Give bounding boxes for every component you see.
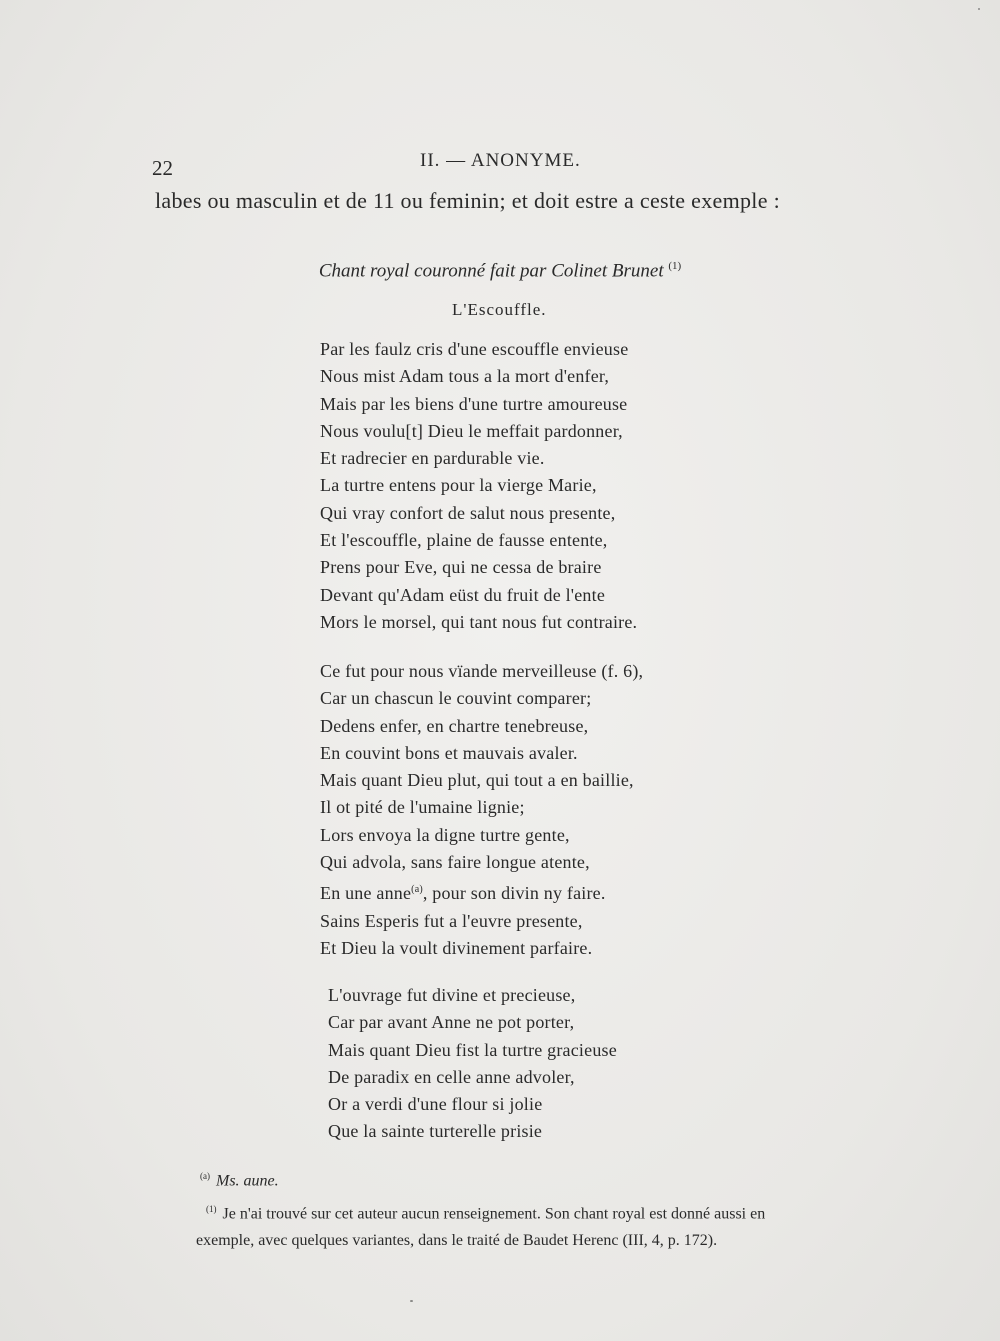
footnotes <box>198 1163 898 1254</box>
footnote-1 <box>196 1196 898 1253</box>
page-number: 22 <box>152 156 173 180</box>
stanza-2 <box>320 658 643 962</box>
verse-line: Ce fut pour nous vïande merveilleuse (f. 6), <box>320 661 644 681</box>
footnote-a <box>200 1163 898 1194</box>
footnote-a-marker: (a) <box>200 1171 210 1181</box>
paper-speck <box>978 8 980 10</box>
verse-line-start: En une anne <box>320 883 412 904</box>
verse-line: Mors le morsel, qui tant nous fut contraire. <box>320 611 638 632</box>
verse-line: Qui advola, sans faire longue atente, <box>320 852 590 873</box>
verse-line: Devant qu'Adam eüst du fruit de l'ente <box>320 584 606 605</box>
verse-line: Car un chascun le couvint comparer; <box>320 688 592 709</box>
verse-line: Or a verdi d'une flour si jolie <box>328 1094 543 1115</box>
footnote-1-marker: (1) <box>206 1204 217 1215</box>
stanza-3 <box>328 982 617 1146</box>
verse-line: Et radrecier en pardurable vie. <box>320 448 545 469</box>
poem-subtitle: L'Escouffle. <box>452 300 547 319</box>
verse-line: Car par avant Anne ne pot porter, <box>328 1012 575 1033</box>
intro-paragraph: labes ou masculin et de 11 ou feminin; et doit estre a ceste exemple : <box>155 188 780 213</box>
verse-line: Prens pour Eve, qui ne cessa de braire <box>320 557 602 578</box>
verse-line: Et l'escouffle, plaine de fausse entente, <box>320 530 608 551</box>
verse-line: Mais quant Dieu plut, qui tout a en baillie, <box>320 770 634 791</box>
verse-line: Mais quant Dieu fist la turtre gracieuse <box>328 1039 617 1060</box>
verse-line: Nous voulu[t] Dieu le meffait pardonner, <box>320 420 623 441</box>
footnote-marker-a: (a) <box>411 884 423 896</box>
running-title: II. — ANONYME. <box>420 150 581 171</box>
verse-line: Que la sainte turterelle prisie <box>328 1121 543 1142</box>
paper-speck <box>410 1300 413 1302</box>
page-header <box>150 150 850 180</box>
verse-line: Lors envoya la digne turtre gente, <box>320 824 570 845</box>
verse-line: Dedens enfer, en chartre tenebreuse, <box>320 715 589 736</box>
verse-line: L'ouvrage fut divine et precieuse, <box>328 985 576 1005</box>
verse-line: En couvint bons et mauvais avaler. <box>320 742 578 763</box>
verse-line: Qui vray confort de salut nous presente, <box>320 502 616 523</box>
verse-line: Sains Esperis fut a l'euvre presente, <box>320 910 583 931</box>
verse-line: Mais par les biens d'une turtre amoureuse <box>320 393 628 414</box>
verse-line: Et Dieu la voult divinement parfaire. <box>320 937 593 958</box>
poem-title-text: Chant royal couronné fait par Colinet Brunet <box>318 260 664 282</box>
poem-title-footnote-marker: (1) <box>668 260 682 272</box>
verse-line: Nous mist Adam tous a la mort d'enfer, <box>320 366 610 387</box>
verse-line-with-note <box>320 876 643 907</box>
poem-title <box>0 260 1000 282</box>
verse-line: Il ot pité de l'umaine lignie; <box>320 797 525 818</box>
footnote-1-line-2: exemple, avec quelques variantes, dans le traité de Baudet Herenc (III, 4, p. 172). <box>196 1231 718 1249</box>
verse-line: Par les faulz cris d'une escouffle envieuse <box>320 339 629 359</box>
stanza-1 <box>320 336 637 636</box>
footnote-1-line-1: Je n'ai trouvé sur cet auteur aucun renseignement. Son chant royal est donné aussi en <box>222 1205 766 1223</box>
verse-line: De paradix en celle anne advoler, <box>328 1066 575 1087</box>
verse-line: La turtre entens pour la vierge Marie, <box>320 475 597 496</box>
footnote-a-text: Ms. aune. <box>216 1172 279 1190</box>
verse-line-end: , pour son divin ny faire. <box>422 883 606 904</box>
